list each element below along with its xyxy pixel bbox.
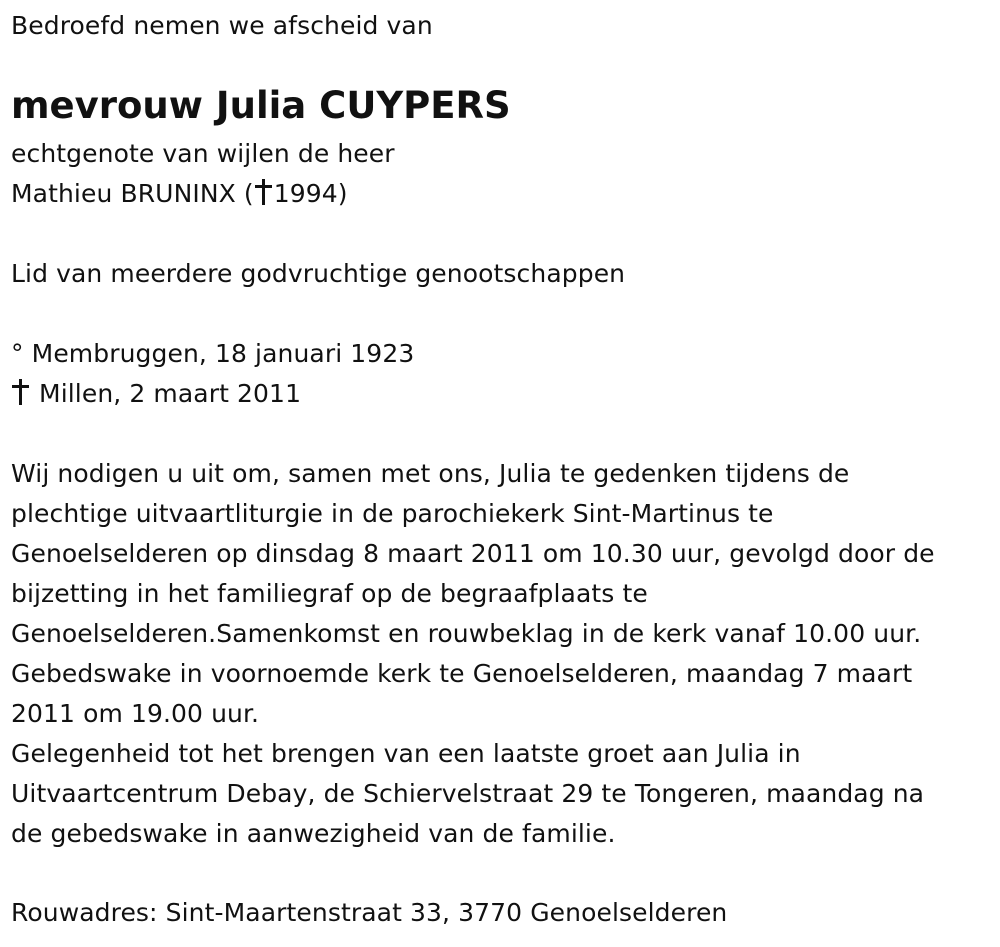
paragraph-line: 2011 om 19.00 uur. [11, 699, 260, 728]
paragraph-line: de gebedswake in aanwezigheid van de familie. [11, 819, 616, 848]
paragraph-line: Wij nodigen u uit om, samen met ons, Julia te gedenken tijdens de [11, 459, 850, 488]
mourning-address: Rouwadres: Sint-Maartenstraat 33, 3770 Genoelselderen [11, 898, 728, 927]
spouse-line [11, 174, 348, 214]
birth-info: ° Membruggen, 18 januari 1923 [11, 339, 415, 368]
cross-icon [11, 379, 29, 405]
spouse-relation: echtgenote van wijlen de heer [11, 139, 395, 168]
deceased-name: mevrouw Julia CUYPERS [11, 84, 511, 127]
paragraph-line: Uitvaartcentrum Debay, de Schiervelstraat 29 te Tongeren, maandag na [11, 779, 925, 808]
spouse-name: Mathieu BRUNINX ( [11, 179, 254, 208]
paragraph-line: Gelegenheid tot het brengen van een laatste groet aan Julia in [11, 739, 801, 768]
membership-text: Lid van meerdere godvruchtige genootschappen [11, 259, 626, 288]
paragraph-line: Genoelselderen.Samenkomst en rouwbeklag in de kerk vanaf 10.00 uur. [11, 619, 922, 648]
cross-icon [254, 179, 272, 205]
ceremony-paragraph [11, 454, 935, 854]
paragraph-line: plechtige uitvaartliturgie in de parochiekerk Sint-Martinus te [11, 499, 774, 528]
paragraph-line: Genoelselderen op dinsdag 8 maart 2011 om 10.30 uur, gevolgd door de [11, 539, 935, 568]
death-line [11, 374, 301, 414]
paragraph-line: bijzetting in het familiegraf op de begraafplaats te [11, 579, 648, 608]
intro-text: Bedroefd nemen we afscheid van [11, 11, 433, 40]
death-info: Millen, 2 maart 2011 [39, 379, 302, 408]
paragraph-line: Gebedswake in voornoemde kerk te Genoelselderen, maandag 7 maart [11, 659, 913, 688]
spouse-death-year: 1994) [273, 179, 348, 208]
